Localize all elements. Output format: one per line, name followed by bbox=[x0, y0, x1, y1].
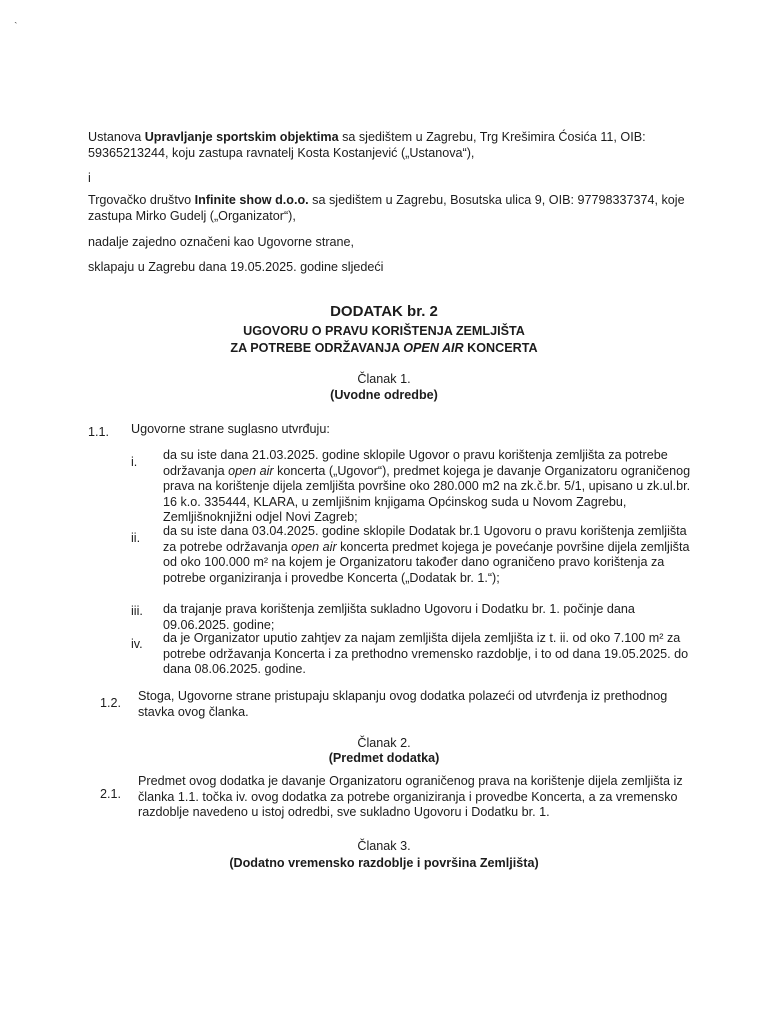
item-i-text: da su iste dana 21.03.2025. godine sklopile Ugovor o pravu korištenja zemljišta za potrebe održavanja open air koncerta („Ugovor“), predmet kojega je davanje Organizatoru ograničenog prava na korištenje dijela zemljišta površine oko 280.000 m2 na zk.č.br. 5/1, upisano u zk.ul.br. 16 k.o. 335444, KLARA, u zemljišnim knjigama Općinskog suda u Novom Zagrebu, Zemljišnoknjižni odjel Novi Zagreb; bbox=[163, 448, 691, 524]
document-subtitle-line-1: UGOVORU O PRAVU KORIŠTENJA ZEMLJIŠTA bbox=[243, 324, 525, 338]
party-2-prefix: Trgovačko društvo bbox=[88, 193, 195, 207]
party-2-details: sa sjedištem u Zagrebu, Bosutska ulica 9, OIB: 97798337374, koje zastupa Mirko Gudelj („Organizator“), bbox=[88, 193, 685, 223]
section-1-1-number: 1.1. bbox=[88, 425, 110, 439]
jointly-statement: nadalje zajedno označeni kao Ugovorne strane, bbox=[88, 235, 355, 249]
article-3-heading: Članak 3. bbox=[357, 839, 411, 853]
section-2-1-text: Predmet ovog dodatka je davanje Organizatoru ograničenog prava na korištenje dijela zemljišta iz članka 1.1. točka iv. ovog dodatka za potrebe organiziranja i provedbe Koncerta, a za vremensko razdoblje navedeno u istoj odredbi, sve sukladno Ugovoru i Dodatku br. 1. bbox=[138, 774, 683, 819]
party-2-name: Infinite show d.o.o. bbox=[194, 193, 309, 207]
item-iv-label: iv. bbox=[131, 637, 143, 651]
party-1-details: sa sjedištem u Zagrebu, Trg Krešimira Ćosića 11, OIB: 59365213244, koju zastupa ravnatelj Kosta Kostanjević („Ustanova“), bbox=[88, 130, 646, 160]
subtitle-prefix: ZA POTREBE ODRŽAVANJA bbox=[230, 341, 404, 355]
section-1-2-number: 1.2. bbox=[100, 696, 122, 710]
item-iii-label: iii. bbox=[131, 604, 143, 618]
document-title: DODATAK br. 2 bbox=[330, 303, 438, 320]
subtitle-suffix: KONCERTA bbox=[463, 341, 538, 355]
subtitle-italic: OPEN AIR bbox=[403, 341, 464, 355]
article-1-heading: Članak 1. bbox=[357, 372, 411, 386]
section-2-1-number: 2.1. bbox=[100, 787, 122, 801]
item-ii-label: ii. bbox=[131, 531, 141, 545]
article-2-heading: Članak 2. bbox=[357, 736, 411, 750]
item-ii-text: da su iste dana 03.04.2025. godine sklopile Dodatak br.1 Ugovoru o pravu korištenja zemljišta za potrebe održavanja open air koncerta predmet kojega je povećanje površine dijela zemljišta od oko 100.000 m² na kojem je Organizatoru također dano ograničeno pravo korištenja za potrebe organiziranja i provedbe Koncerta („Dodatak br. 1.“); bbox=[163, 524, 690, 585]
conclusion-statement: sklapaju u Zagrebu dana 19.05.2025. godine sljedeći bbox=[88, 260, 384, 274]
article-2-subheading: (Predmet dodatka) bbox=[328, 751, 440, 765]
article-1-subheading: (Uvodne odredbe) bbox=[330, 388, 438, 402]
item-i-label: i. bbox=[131, 455, 138, 469]
scan-mark: ˋ bbox=[14, 21, 18, 33]
party-1-prefix: Ustanova bbox=[88, 130, 145, 144]
party-1-name: Upravljanje sportskim objektima bbox=[144, 130, 339, 144]
section-1-1-text: Ugovorne strane suglasno utvrđuju: bbox=[131, 422, 330, 436]
document-subtitle-line-2 bbox=[0, 341, 768, 357]
section-1-2-text: Stoga, Ugovorne strane pristupaju sklapanju ovog dodatka polazeći od utvrđenja iz prethodnog stavka ovog članka. bbox=[138, 689, 668, 719]
article-3-subheading: (Dodatno vremensko razdoblje i površina Zemljišta) bbox=[229, 856, 539, 870]
and-connector: i bbox=[88, 171, 91, 185]
party-2 bbox=[88, 193, 688, 224]
party-1 bbox=[88, 130, 688, 161]
item-iii-text: da trajanje prava korištenja zemljišta sukladno Ugovoru i Dodatku br. 1. počinje dana 09.06.2025. godine; bbox=[163, 602, 635, 632]
item-iv-text: da je Organizator uputio zahtjev za najam zemljišta dijela zemljišta iz t. ii. od oko 7.100 m² za potrebe održavanja Koncerta i za prethodno vremensko razdoblje, i to od dana 19.05.2025. do dana 08.06.2025. godine. bbox=[163, 631, 689, 676]
